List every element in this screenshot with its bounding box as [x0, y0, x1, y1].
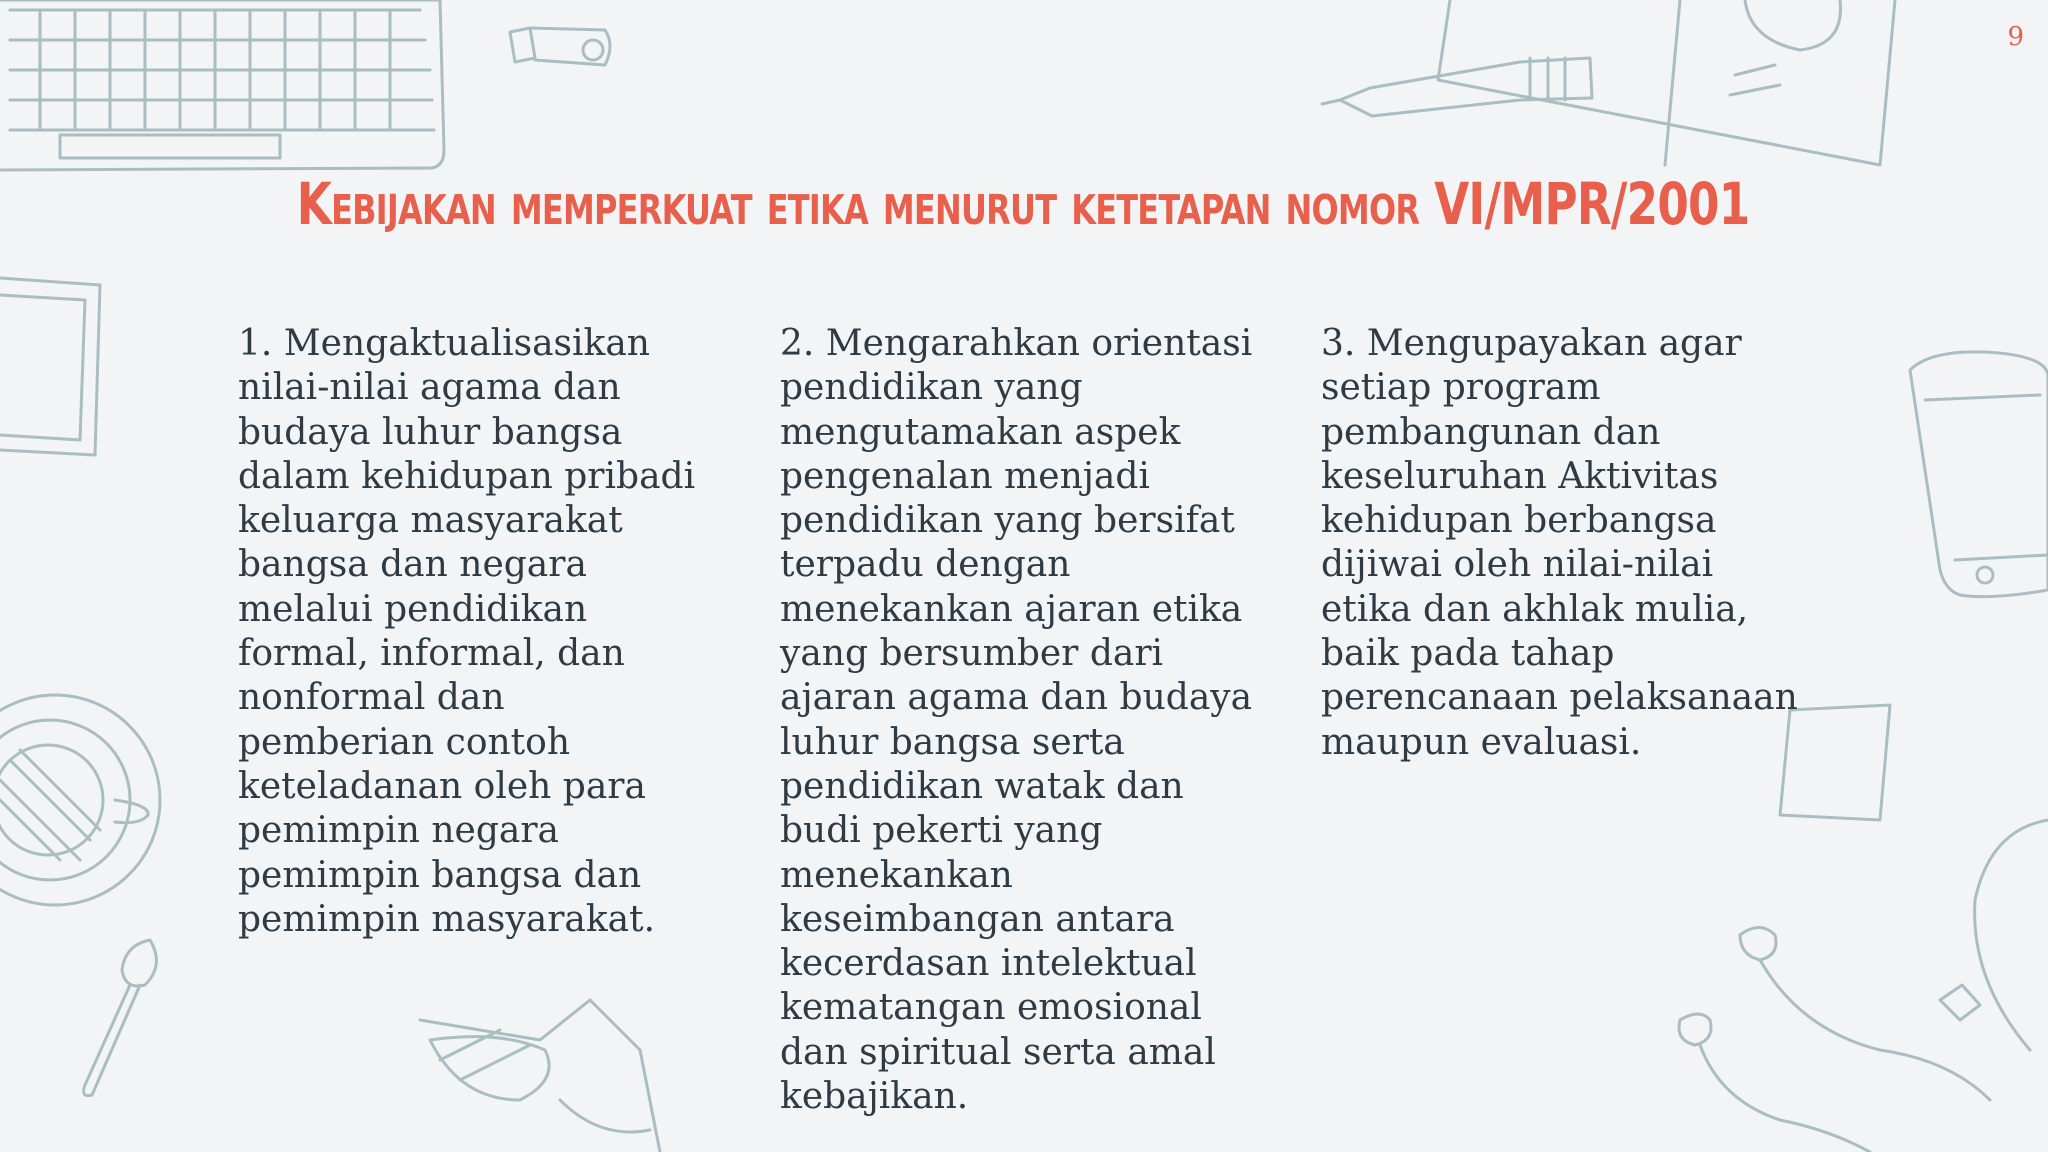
policy-point-1: 1. Mengaktualisasikan nilai-nilai agama dan budaya luhur bangsa dalam kehidupan pribadi keluarga masyarakat bangsa dan negara melalui pendidikan formal, informal, dan nonformal dan pemberian contoh keteladanan oleh para pemimpin negara pemimpin bangsa dan pemimpin masyarakat.: [238, 323, 696, 940]
earphones-doodle-icon: [1679, 820, 2048, 1152]
spoon-doodle-icon: [84, 940, 157, 1096]
page-number: 9: [2007, 22, 2024, 52]
coffee-cup-doodle-icon: [0, 695, 160, 905]
slide-title: Kebijakan memperkuat etika menurut ketetapan nomor VI/MPR/2001: [296, 170, 1750, 238]
phone-doodle-icon: [1910, 352, 2048, 597]
notebook-doodle-icon: [1438, 0, 1895, 165]
keyboard-doodle-icon: [0, 0, 444, 170]
usb-stick-doodle-icon: [510, 28, 610, 65]
policy-point-2: 2. Mengarahkan orientasi pendidikan yang mengutamakan aspek pengenalan menjadi pendidikan yang bersifat terpadu dengan menekankan ajaran etika yang bersumber dari ajaran agama dan budaya luhur bangsa serta pendidikan watak dan budi pekerti yang menekankan keseimbangan antara kecerdasan intelektual kematangan emosional dan spiritual serta amal kebajikan.: [780, 323, 1253, 1118]
tablet-doodle-icon: [0, 278, 100, 455]
pen-doodle-icon: [1322, 58, 1592, 116]
policy-point-3: 3. Mengupayakan agar setiap program pembangunan dan keseluruhan Aktivitas kehidupan berbangsa dijiwai oleh nilai-nilai etika dan akhlak mulia, baik pada tahap perencanaan pelaksanaan maupun evaluasi.: [1321, 323, 1798, 763]
glasses-doodle-icon: [420, 1000, 660, 1152]
